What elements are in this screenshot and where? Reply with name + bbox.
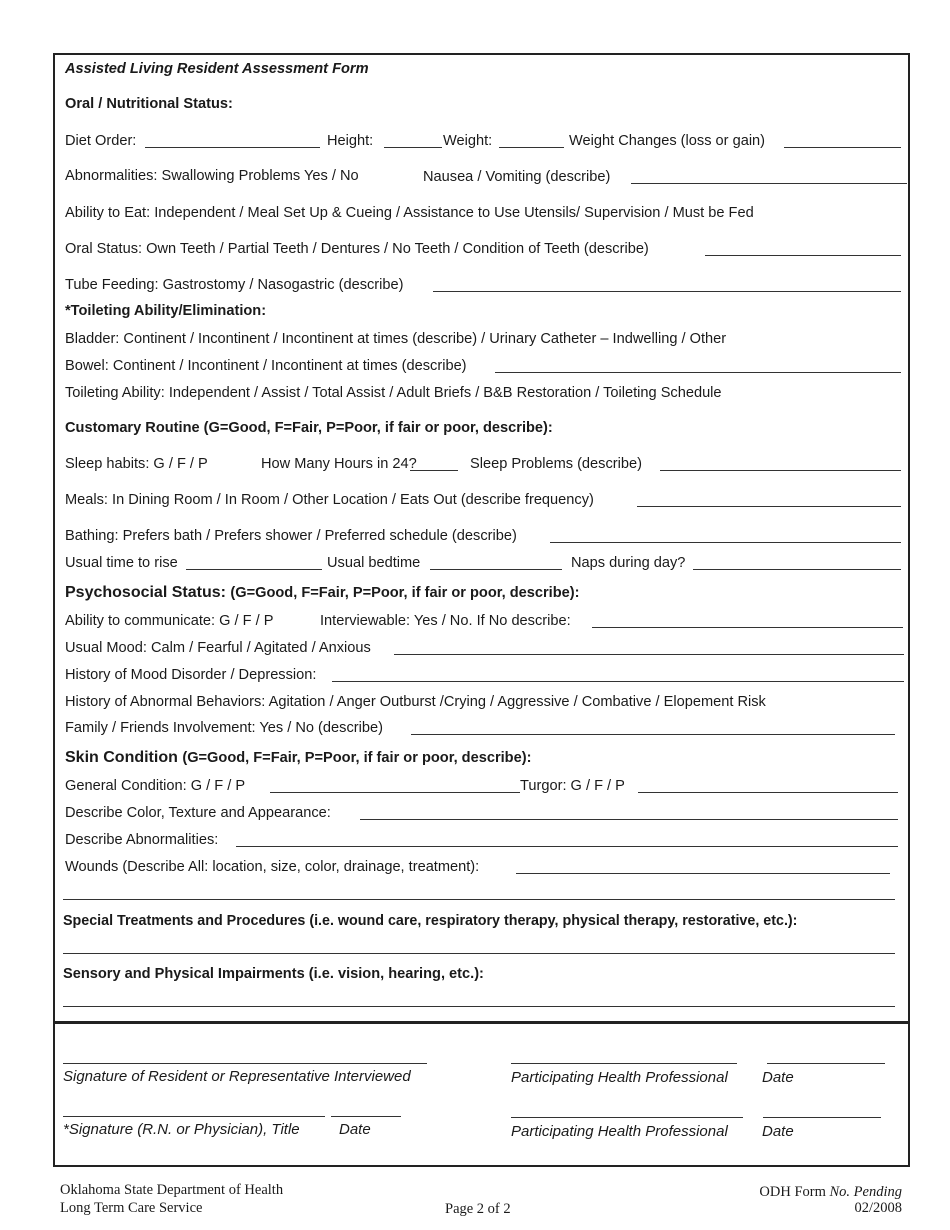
bedtime-field[interactable] <box>430 569 562 570</box>
section-toileting-heading: *Toileting Ability/Elimination: <box>65 303 267 319</box>
psychosocial-heading-prefix: Psychosocial Status: <box>65 584 231 601</box>
ability-to-eat: Ability to Eat: Independent / Meal Set Up & Cueing / Assistance to Use Utensils/ Supervision / Must be Fed <box>65 205 754 221</box>
mood-label: Usual Mood: Calm / Fearful / Agitated / Anxious <box>65 640 371 656</box>
professional-1-signature-line[interactable] <box>511 1063 737 1064</box>
oral-status-label: Oral Status: Own Teeth / Partial Teeth / Dentures / No Teeth / Condition of Teeth (describe) <box>65 241 649 257</box>
turgor-field[interactable] <box>638 792 898 793</box>
footer-org-line2: Long Term Care Service <box>60 1200 203 1216</box>
form-title: Assisted Living Resident Assessment Form <box>65 61 369 77</box>
weight-changes-label: Weight Changes (loss or gain) <box>569 133 766 149</box>
weight-field[interactable] <box>499 147 564 148</box>
special-treatments-field[interactable] <box>63 953 895 954</box>
bedtime-label: Usual bedtime <box>327 555 421 571</box>
resident-signature-label: Signature of Resident or Representative Interviewed <box>63 1068 411 1085</box>
tube-feeding-label: Tube Feeding: Gastrostomy / Nasogastric (describe) <box>65 277 404 293</box>
rn-signature-line[interactable] <box>63 1116 325 1117</box>
section-oral-heading: Oral / Nutritional Status: <box>65 96 233 112</box>
skin-heading-prefix: Skin Condition <box>65 749 183 766</box>
nausea-field[interactable] <box>631 183 907 184</box>
footer-org-line1: Oklahoma State Department of Health <box>60 1182 284 1198</box>
diet-order-label: Diet Order: <box>65 133 137 149</box>
footer-form-date: 02/2008 <box>854 1200 902 1216</box>
family-label: Family / Friends Involvement: Yes / No (describe) <box>65 720 383 736</box>
professional-2-date-label: Date <box>762 1123 794 1140</box>
meals-label: Meals: In Dining Room / In Room / Other Location / Eats Out (describe frequency) <box>65 492 594 508</box>
naps-field[interactable] <box>693 569 901 570</box>
bathing-field[interactable] <box>550 542 901 543</box>
interviewable-label: Interviewable: Yes / No. If No describe: <box>320 613 571 629</box>
nausea-label: Nausea / Vomiting (describe) <box>423 169 611 185</box>
section-routine-heading: Customary Routine (G=Good, F=Fair, P=Poor, if fair or poor, describe): <box>65 420 553 436</box>
hours-field[interactable] <box>410 470 458 471</box>
form-number-value: No. Pending <box>829 1184 902 1200</box>
assessment-form <box>53 53 910 1167</box>
signature-divider <box>55 1021 908 1024</box>
wounds-field-line2[interactable] <box>63 899 895 900</box>
hours-label: How Many Hours in 24? <box>261 456 417 472</box>
history-behaviors-options: History of Abnormal Behaviors: Agitation / Anger Outburst /Crying / Aggressive / Combative / Elopement Risk <box>65 694 766 710</box>
professional-2-signature-line[interactable] <box>511 1117 743 1118</box>
turgor-label: Turgor: G / F / P <box>520 778 625 794</box>
mood-field[interactable] <box>394 654 904 655</box>
skin-heading-rest: (G=Good, F=Fair, P=Poor, if fair or poor, describe): <box>182 750 532 766</box>
bowel-label: Bowel: Continent / Incontinent / Incontinent at times (describe) <box>65 358 467 374</box>
weight-label: Weight: <box>443 133 493 149</box>
describe-abnormalities-field[interactable] <box>236 846 898 847</box>
oral-status-field[interactable] <box>705 255 901 256</box>
general-condition-field[interactable] <box>270 792 520 793</box>
family-field[interactable] <box>411 734 895 735</box>
rise-label: Usual time to rise <box>65 555 178 571</box>
section-sensory-heading: Sensory and Physical Impairments (i.e. vision, hearing, etc.): <box>63 966 484 982</box>
bathing-label: Bathing: Prefers bath / Prefers shower / Preferred schedule (describe) <box>65 528 517 544</box>
rise-field[interactable] <box>186 569 322 570</box>
professional-1-label: Participating Health Professional <box>511 1069 728 1086</box>
toileting-ability-options: Toileting Ability: Independent / Assist / Total Assist / Adult Briefs / B&B Restoration / Toileting Schedule <box>65 385 722 401</box>
rn-date-label: Date <box>339 1121 371 1138</box>
wounds-field[interactable] <box>516 873 890 874</box>
sleep-problems-field[interactable] <box>660 470 901 471</box>
interviewable-field[interactable] <box>592 627 903 628</box>
describe-abnormalities-label: Describe Abnormalities: <box>65 832 219 848</box>
height-field[interactable] <box>384 147 442 148</box>
diet-order-field[interactable] <box>145 147 320 148</box>
sleep-habits-label: Sleep habits: G / F / P <box>65 456 208 472</box>
sleep-problems-label: Sleep Problems (describe) <box>470 456 642 472</box>
color-texture-field[interactable] <box>360 819 898 820</box>
professional-1-date-label: Date <box>762 1069 794 1086</box>
bowel-field[interactable] <box>495 372 901 373</box>
history-mood-label: History of Mood Disorder / Depression: <box>65 667 317 683</box>
bladder-options: Bladder: Continent / Incontinent / Incontinent at times (describe) / Urinary Catheter – Indwelling / Other <box>65 331 727 347</box>
height-label: Height: <box>327 133 374 149</box>
resident-signature-line[interactable] <box>63 1063 427 1064</box>
naps-label: Naps during day? <box>571 555 686 571</box>
sensory-impairments-field[interactable] <box>63 1006 895 1007</box>
psychosocial-heading-rest: (G=Good, F=Fair, P=Poor, if fair or poor, describe): <box>230 585 580 601</box>
rn-date-line[interactable] <box>331 1116 401 1117</box>
weight-changes-field[interactable] <box>784 147 901 148</box>
section-special-heading: Special Treatments and Procedures (i.e. wound care, respiratory therapy, physical therapy, restorative, etc.): <box>63 913 798 929</box>
tube-feeding-field[interactable] <box>433 291 901 292</box>
professional-2-label: Participating Health Professional <box>511 1123 728 1140</box>
footer-page-number: Page 2 of 2 <box>445 1201 511 1217</box>
history-mood-field[interactable] <box>332 681 904 682</box>
professional-1-date-line[interactable] <box>767 1063 885 1064</box>
section-skin-heading <box>65 749 531 767</box>
color-texture-label: Describe Color, Texture and Appearance: <box>65 805 331 821</box>
professional-2-date-line[interactable] <box>763 1117 881 1118</box>
meals-field[interactable] <box>637 506 901 507</box>
rn-signature-label: *Signature (R.N. or Physician), Title <box>63 1121 300 1138</box>
section-psychosocial-heading <box>65 584 580 602</box>
abnormalities-label: Abnormalities: Swallowing Problems Yes / No <box>65 168 359 184</box>
communicate-label: Ability to communicate: G / F / P <box>65 613 274 629</box>
wounds-label: Wounds (Describe All: location, size, color, drainage, treatment): <box>65 859 480 875</box>
general-condition-label: General Condition: G / F / P <box>65 778 246 794</box>
form-number-prefix: ODH Form <box>759 1184 830 1200</box>
